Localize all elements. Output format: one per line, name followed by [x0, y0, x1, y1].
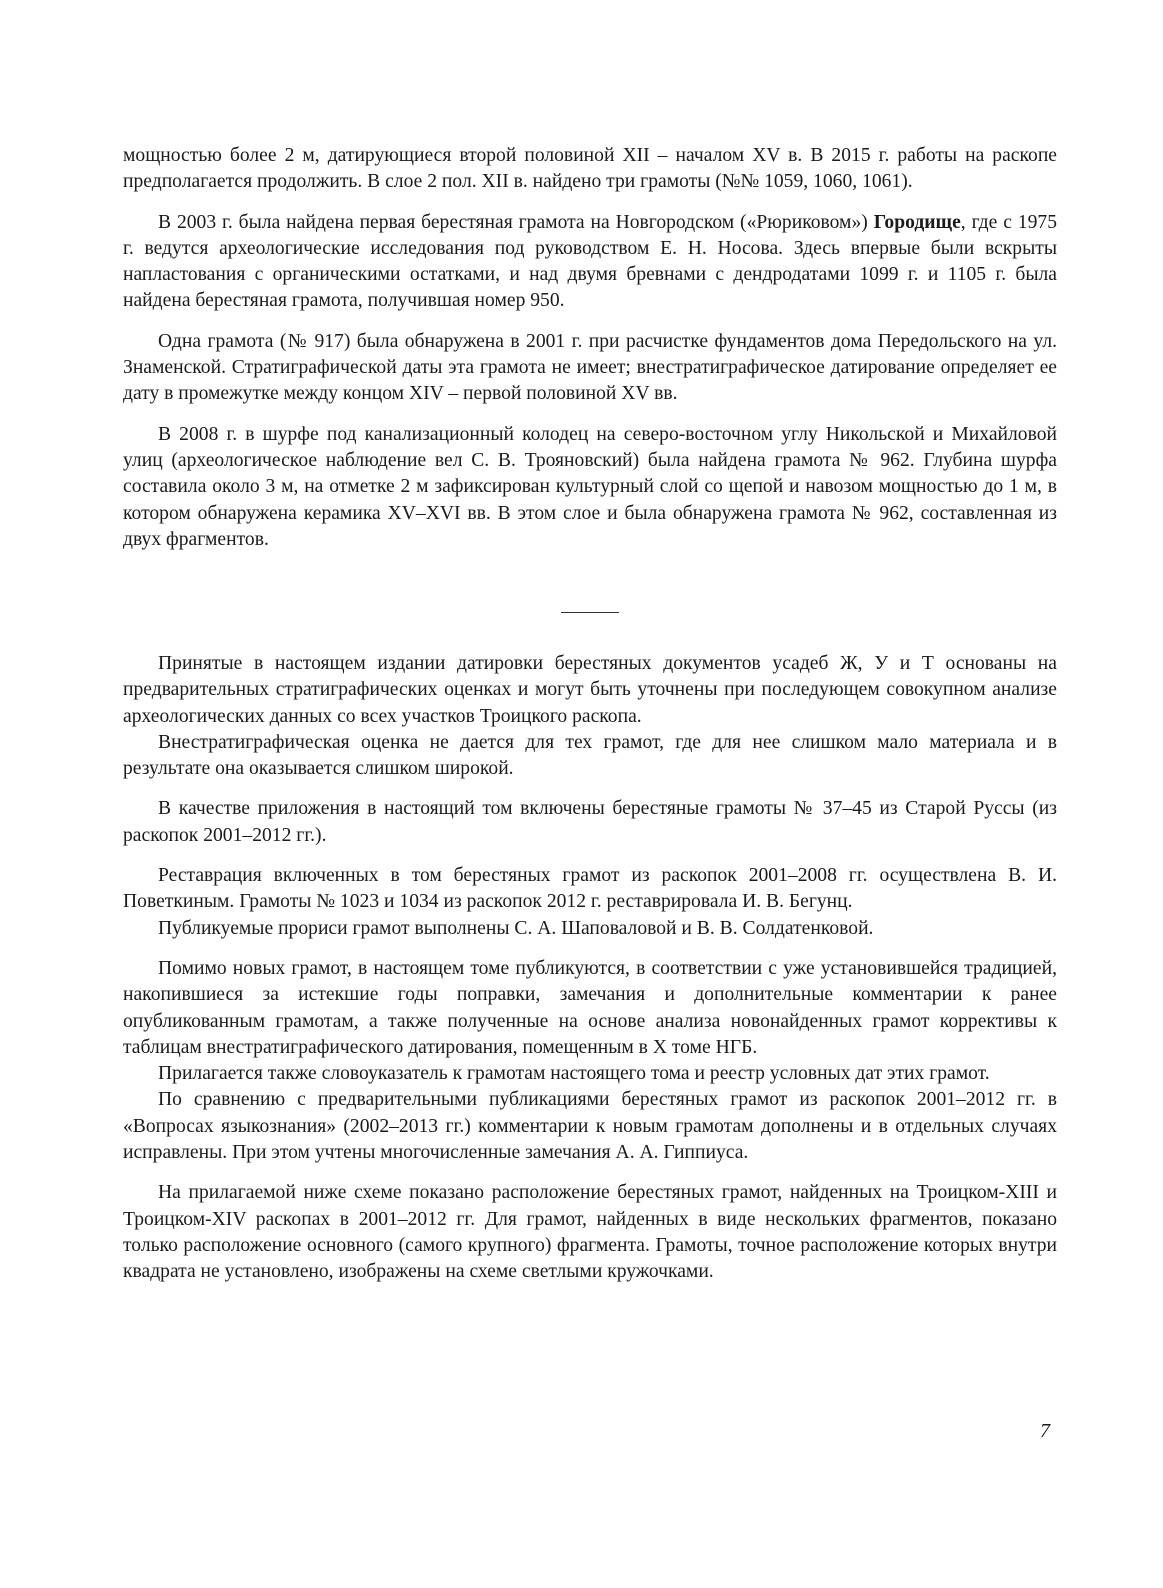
- paragraph-comparison: По сравнению с предварительными публикациями берестяных грамот из раскопок 2001–2012 гг. в «Вопросах языкознания» (2002–2013 гг.) комментарии к новым грамотам дополнены и в отдельных случаях исправлены. При этом учтены многочисленные замечания А. А. Гиппиуса.: [123, 1089, 1057, 1164]
- paragraph-restoration: Реставрация включенных в том берестяных грамот из раскопок 2001–2008 гг. осуществлена В. И. Поветкиным. Грамоты № 1023 и 1034 из раскопок 2012 г. реставрировала И. В. Бегунц.: [123, 865, 1057, 913]
- paragraph-nonstratigraphic: Внестратиграфическая оценка не дается для тех грамот, где для нее слишком мало материала и в результате она оказывается слишком широкой.: [123, 731, 1057, 780]
- bold-term-gorodishche: Городище: [873, 211, 961, 233]
- paragraph-gorodishche: [123, 210, 1057, 315]
- paragraph-continuation: мощностью более 2 м, датирующиеся второй половиной XII – началом XV в. В 2015 г. работы на раскопе предполагается продолжить. В слое 2 пол. XII в. найдено три грамоты (№№ 1059, 1060, 1061).: [123, 145, 1057, 193]
- text-section-top: [123, 143, 1057, 553]
- paragraph-text: , где с 1975 г. ведутся археологические исследования под руководством Е. Н. Носова. Здесь впервые были вскрыты напластования с органическими остатками, и над двумя бревнами с дендродатами 1099 г. и 1105 г. была найдена берестяная грамота, получившая номер 950.: [123, 211, 1057, 312]
- paragraph-dating: Принятые в настоящем издании датировки берестяных документов усадеб Ж, У и Т основаны на предварительных стратиграфических оценках и могут быть уточнены при последующем совокупном анализе археологических данных со всех участков Троицкого раскопа.: [123, 653, 1057, 727]
- paragraph-corrections: Помимо новых грамот, в настоящем томе публикуются, в соответствии с уже установившейся традицией, накопившиеся за истекшие годы поправки, замечания и дополнительные комментарии к ранее опубликованным грамотам, а также полученные на основе анализа новонайденных грамот коррективы к таблицам внестратиграфического датирования, помещенным в X томе НГБ.: [123, 957, 1057, 1058]
- paragraph-appendix: В качестве приложения в настоящий том включены берестяные грамоты № 37–45 из Старой Руссы (из раскопок 2001–2012 гг.).: [123, 798, 1057, 846]
- paragraph-gramota-962: В 2008 г. в шурфе под канализационный колодец на северо-восточном углу Никольской и Михайловой улиц (археологическое наблюдение вел С. В. Трояновский) была найдена грамота № 962. Глубина шурфа составила около 3 м, на отметке 2 м зафиксирован культурный слой со щепой и навозом мощностью до 1 м, в котором обнаружена керамика XV–XVI вв. В этом слое и была обнаружена грамота № 962, составленная из двух фрагментов.: [123, 423, 1057, 550]
- paragraph-index: Прилагается также словоуказатель к грамотам настоящего тома и реестр условных дат этих грамот.: [158, 1063, 990, 1085]
- paragraph-text: В 2003 г. была найдена первая берестяная грамота на Новгородском («Рюриковом»): [158, 211, 874, 233]
- paragraph-drawings: Публикуемые прориси грамот выполнены С. А. Шаповаловой и В. В. Солдатенковой.: [158, 917, 874, 939]
- paragraph-scheme: На прилагаемой ниже схеме показано расположение берестяных грамот, найденных на Троицком-XIII и Троицком-XIV раскопах в 2001–2012 гг. Для грамот, найденных в виде нескольких фрагментов, показано только расположение основного (самого крупного) фрагмента. Грамоты, точное расположение которых внутри квадрата не установлено, изображены на схеме светлыми кружочками.: [123, 1182, 1057, 1283]
- paragraph-gramota-917: Одна грамота (№ 917) была обнаружена в 2001 г. при расчистке фундаментов дома Передольского на ул. Знаменской. Стратиграфической даты эта грамота не имеет; внестратиграфическое датирование определяет ее дату в промежутке между концом XIV – первой половиной XV вв.: [123, 330, 1057, 405]
- text-section-bottom: [123, 651, 1057, 1286]
- section-divider: [561, 612, 619, 613]
- page-number: 7: [1040, 1420, 1050, 1442]
